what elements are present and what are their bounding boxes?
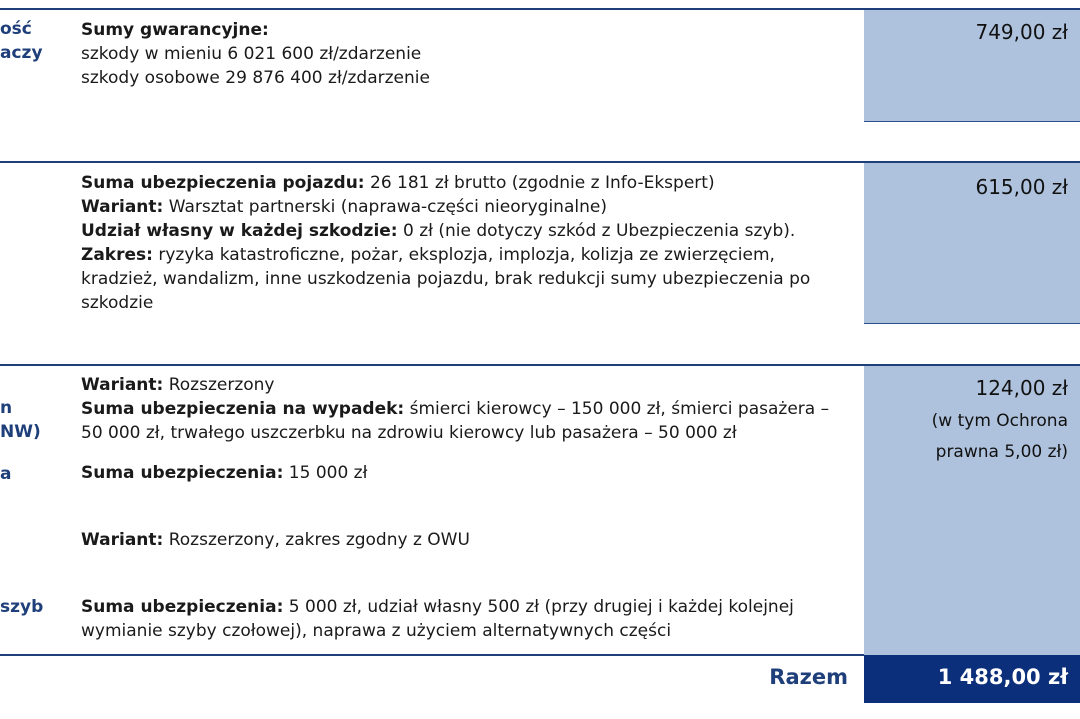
ac-description bbox=[81, 171, 851, 315]
desc-line: Sumy gwarancyjne: bbox=[81, 20, 269, 40]
total-value: 1 488,00 zł bbox=[937, 665, 1068, 689]
price-cell-border bbox=[864, 121, 1080, 122]
desc-line: Suma ubezpieczenia na wypadek: śmierci kierowcy – 150 000 zł, śmierci pasażera – 50 000 zł, trwałego uszczerbku na zdrowiu kierowcy lub pasażera – 50 000 zł bbox=[81, 399, 830, 443]
price-cell-ac bbox=[864, 163, 1080, 323]
desc-line: Zakres: ryzyka katastroficzne, pożar, eksplozja, implozja, kolizja ze zwierzęciem, kradzież, wandalizm, inne uszkodzenia pojazdu, brak redukcji sumy ubezpieczenia po szkodzie bbox=[81, 245, 811, 313]
price-cell-nnw bbox=[864, 366, 1080, 655]
price-note: (w tym Ochrona prawna 5,00 zł) bbox=[931, 411, 1068, 462]
desc-line: Suma ubezpieczenia pojazdu: 26 181 zł brutto (zgodnie z Info-Ekspert) bbox=[81, 173, 715, 193]
total-box bbox=[864, 655, 1080, 703]
row-label-fragment: n bbox=[0, 398, 13, 418]
row-label-fragment: NW) bbox=[0, 422, 41, 442]
desc-line: Wariant: Warsztat partnerski (naprawa-części nieoryginalne) bbox=[81, 197, 607, 217]
assistance-description: Suma ubezpieczenia: 15 000 zł bbox=[81, 463, 368, 483]
row-label-fragment: aczy bbox=[0, 43, 43, 63]
desc-line: Udział własny w każdej szkodzie: 0 zł (nie dotyczy szkód z Ubezpieczenia szyb). bbox=[81, 221, 796, 241]
desc-line: szkody osobowe 29 876 400 zł/zdarzenie bbox=[81, 68, 430, 88]
price-nnw: 124,00 zł bbox=[975, 376, 1068, 400]
desc-line: szkody w mieniu 6 021 600 zł/zdarzenie bbox=[81, 44, 422, 64]
price-cell-oc bbox=[864, 10, 1080, 121]
row-label-fragment: szyb bbox=[0, 597, 44, 617]
oc-description bbox=[81, 18, 851, 90]
price-oc: 749,00 zł bbox=[975, 20, 1068, 44]
desc-line: Wariant: Rozszerzony bbox=[81, 375, 275, 395]
row-label-fragment: a bbox=[0, 464, 12, 484]
row-divider bbox=[0, 654, 864, 656]
glass-description: Suma ubezpieczenia: 5 000 zł, udział własny 500 zł (przy drugiej i każdej kolejnej wymianie szyby czołowej), naprawa z użyciem alternatywnych części bbox=[81, 597, 794, 641]
row-label-fragment: ość bbox=[0, 19, 32, 39]
price-cell-border bbox=[864, 323, 1080, 324]
price-ac: 615,00 zł bbox=[975, 175, 1068, 199]
total-label: Razem bbox=[769, 665, 848, 689]
legal-description: Wariant: Rozszerzony, zakres zgodny z OWU bbox=[81, 530, 470, 550]
nnw-description bbox=[81, 373, 851, 445]
